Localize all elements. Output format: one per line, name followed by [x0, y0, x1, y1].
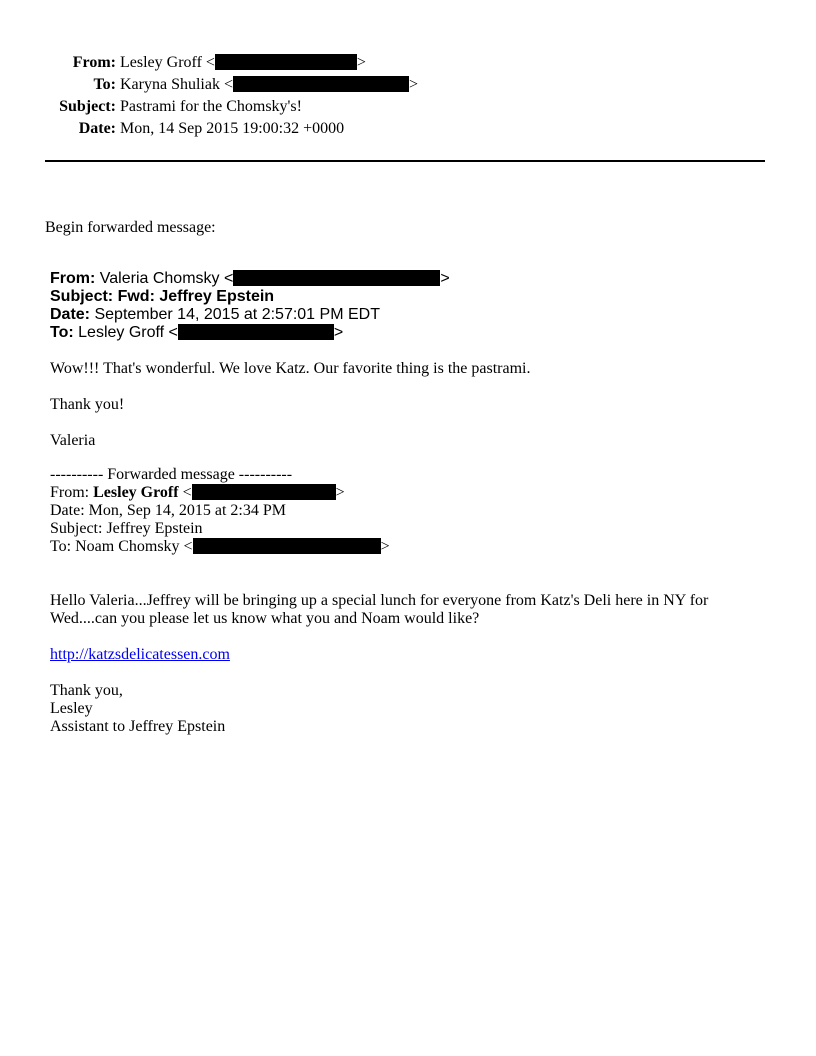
- link-line: [50, 646, 750, 664]
- reply-signature: Valeria: [50, 432, 96, 449]
- header-from-close: >: [356, 54, 366, 71]
- header-to-label: To:: [93, 76, 116, 93]
- header-to-value: [120, 74, 418, 96]
- redaction-block: [215, 54, 357, 70]
- fwd-from-row: [50, 270, 450, 288]
- header-date-value: Mon, 14 Sep 2015 19:00:32 +0000: [120, 120, 345, 137]
- forwarded-header: [50, 270, 450, 342]
- inner-from-close: >: [335, 484, 345, 501]
- fwd-to-text: Lesley Groff <: [78, 324, 178, 341]
- header-subject-row: [0, 96, 418, 118]
- inner-from-open: <: [178, 484, 192, 501]
- header-from-value: [120, 52, 366, 74]
- header-subject-label: Subject:: [59, 98, 116, 115]
- header-divider: [45, 160, 765, 162]
- header-date-label: Date:: [78, 120, 116, 137]
- inner-subject-line: Subject: Jeffrey Epstein: [50, 520, 203, 537]
- redaction-block: [233, 76, 409, 92]
- header-subject-value: Pastrami for the Chomsky's!: [120, 98, 302, 115]
- fwd-subject-row: [50, 288, 450, 306]
- fwd-from-label: From:: [50, 270, 96, 287]
- message-body: [50, 358, 750, 736]
- fwd-date-row: [50, 306, 450, 324]
- header-to-text: Karyna Shuliak <: [120, 76, 233, 93]
- fwd-subject-label: Subject:: [50, 288, 114, 305]
- sign-line-1: Thank you,: [50, 682, 123, 699]
- inner-from-name: Lesley Groff: [93, 484, 179, 501]
- fwd-to-close: >: [333, 324, 344, 341]
- sign-line-2: Lesley: [50, 700, 93, 717]
- original-line-1: Hello Valeria...Jeffrey will be bringing up a special lunch for everyone from Katz's Deli here in NY for: [50, 592, 709, 609]
- inner-to-line: [50, 538, 750, 556]
- inner-to-close: >: [380, 538, 390, 555]
- reply-line-2: Thank you!: [50, 396, 125, 413]
- redaction-block: [193, 538, 381, 554]
- fwd-date-label: Date:: [50, 306, 91, 323]
- header-date-row: [0, 118, 418, 140]
- fwd-to-label: To:: [50, 324, 74, 341]
- original-line-2: Wed....can you please let us know what you and Noam would like?: [50, 610, 480, 627]
- fwd-from-text: Valeria Chomsky <: [99, 270, 234, 287]
- forwarded-separator: ---------- Forwarded message ----------: [50, 466, 293, 483]
- reply-line-1: Wow!!! That's wonderful. We love Katz. Our favorite thing is the pastrami.: [50, 360, 531, 377]
- fwd-date-value: September 14, 2015 at 2:57:01 PM EDT: [94, 306, 380, 323]
- begin-forwarded-label: Begin forwarded message:: [45, 219, 216, 236]
- fwd-subject-value: Fwd: Jeffrey Epstein: [117, 288, 275, 305]
- katz-link[interactable]: http://katzsdelicatessen.com: [50, 646, 230, 663]
- header-from-label: From:: [72, 54, 116, 71]
- fwd-to-row: [50, 324, 450, 342]
- email-header: [0, 52, 418, 140]
- sign-line-3: Assistant to Jeffrey Epstein: [50, 718, 226, 735]
- inner-from-line: [50, 484, 750, 502]
- header-from-text: Lesley Groff <: [120, 54, 215, 71]
- redaction-block: [233, 270, 440, 286]
- inner-date-line: Date: Mon, Sep 14, 2015 at 2:34 PM: [50, 502, 286, 519]
- header-from-row: [0, 52, 418, 74]
- header-to-row: [0, 74, 418, 96]
- redaction-block: [192, 484, 336, 500]
- fwd-from-close: >: [440, 270, 450, 287]
- inner-to-prefix: To: Noam Chomsky <: [50, 538, 193, 555]
- header-to-close: >: [409, 76, 419, 93]
- inner-from-prefix: From:: [50, 484, 94, 501]
- redaction-block: [178, 324, 334, 340]
